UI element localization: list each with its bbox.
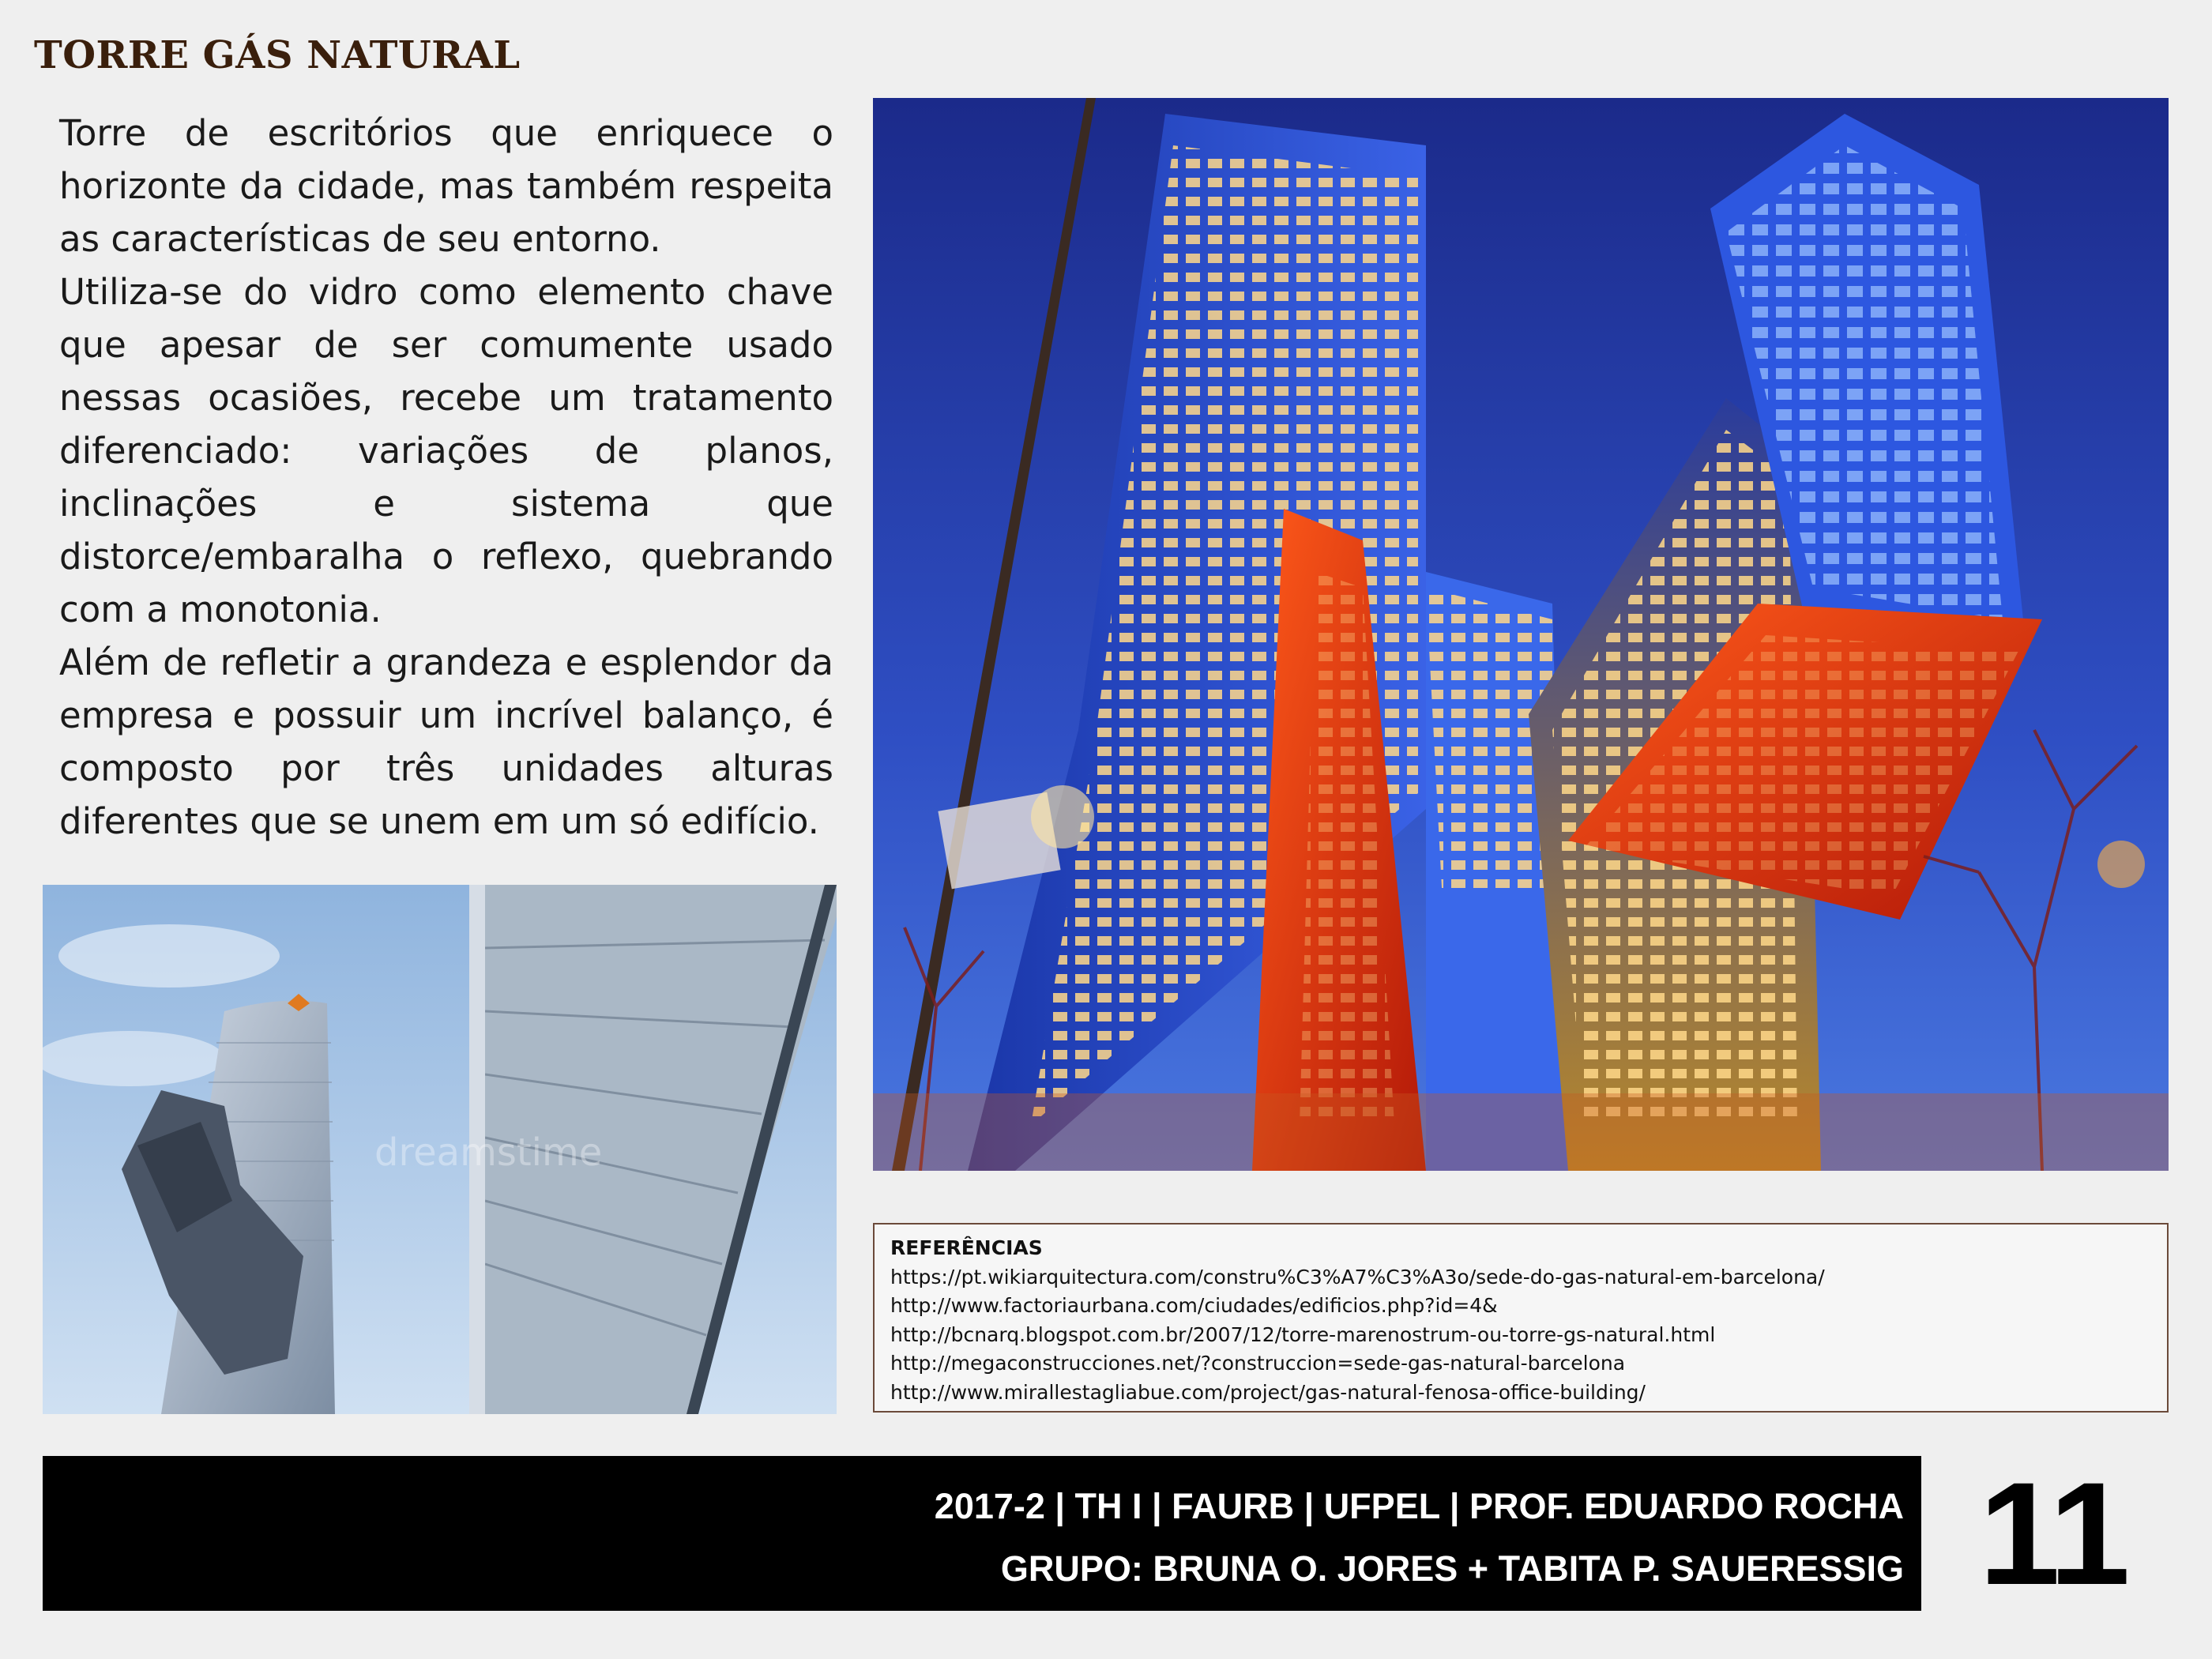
references-box: [873, 1223, 2169, 1413]
reference-link[interactable]: http://www.factoriaurbana.com/ciudades/edificios.php?id=4&: [890, 1294, 1498, 1317]
course-info: 2017-2 | TH I | FAURB | UFPEL | PROF. EDUARDO ROCHA: [934, 1486, 1904, 1526]
facade-detail-photo: [43, 885, 837, 1414]
page-title: TORRE GÁS NATURAL: [34, 33, 521, 77]
references-heading: REFERÊNCIAS: [890, 1236, 1043, 1259]
paragraph-1: Torre de escritórios que enriquece o horizonte da cidade, mas também respeita as características de seu entorno.: [59, 112, 833, 260]
footer-bar: [43, 1456, 1921, 1611]
reference-link[interactable]: http://www.mirallestagliabue.com/project/gas-natural-fenosa-office-building/: [890, 1380, 1646, 1404]
paragraph-2: Utiliza-se do vidro como elemento chave que apesar de ser comumente usado nessas ocasiões, recebe um tratamento diferenciado: variações de planos, inclinações e sistema que distorce/embaralha o reflexo, quebrando com a monotonia.: [59, 271, 833, 630]
page-number: 11: [1979, 1453, 2127, 1616]
group-info: GRUPO: BRUNA O. JORES + TABITA P. SAUERESSIG: [1000, 1548, 1904, 1589]
reference-link[interactable]: https://pt.wikiarquitectura.com/constru%C3%A7%C3%A3o/sede-do-gas-natural-em-barcelona/: [890, 1265, 1825, 1288]
reference-link[interactable]: http://bcnarq.blogspot.com.br/2007/12/torre-marenostrum-ou-torre-gs-natural.html: [890, 1322, 1716, 1346]
watermark: dreamstime: [374, 1130, 603, 1175]
paragraph-3: Além de refletir a grandeza e esplendor da empresa e possuir um incrível balanço, é composto por três unidades alturas diferentes que se unem em um só edifício.: [59, 641, 833, 842]
tower-night-photo: [873, 98, 2169, 1171]
reference-link[interactable]: http://megaconstrucciones.net/?construccion=sede-gas-natural-barcelona: [890, 1352, 1626, 1375]
description-text: [59, 107, 833, 848]
references-list: [890, 1263, 2151, 1408]
